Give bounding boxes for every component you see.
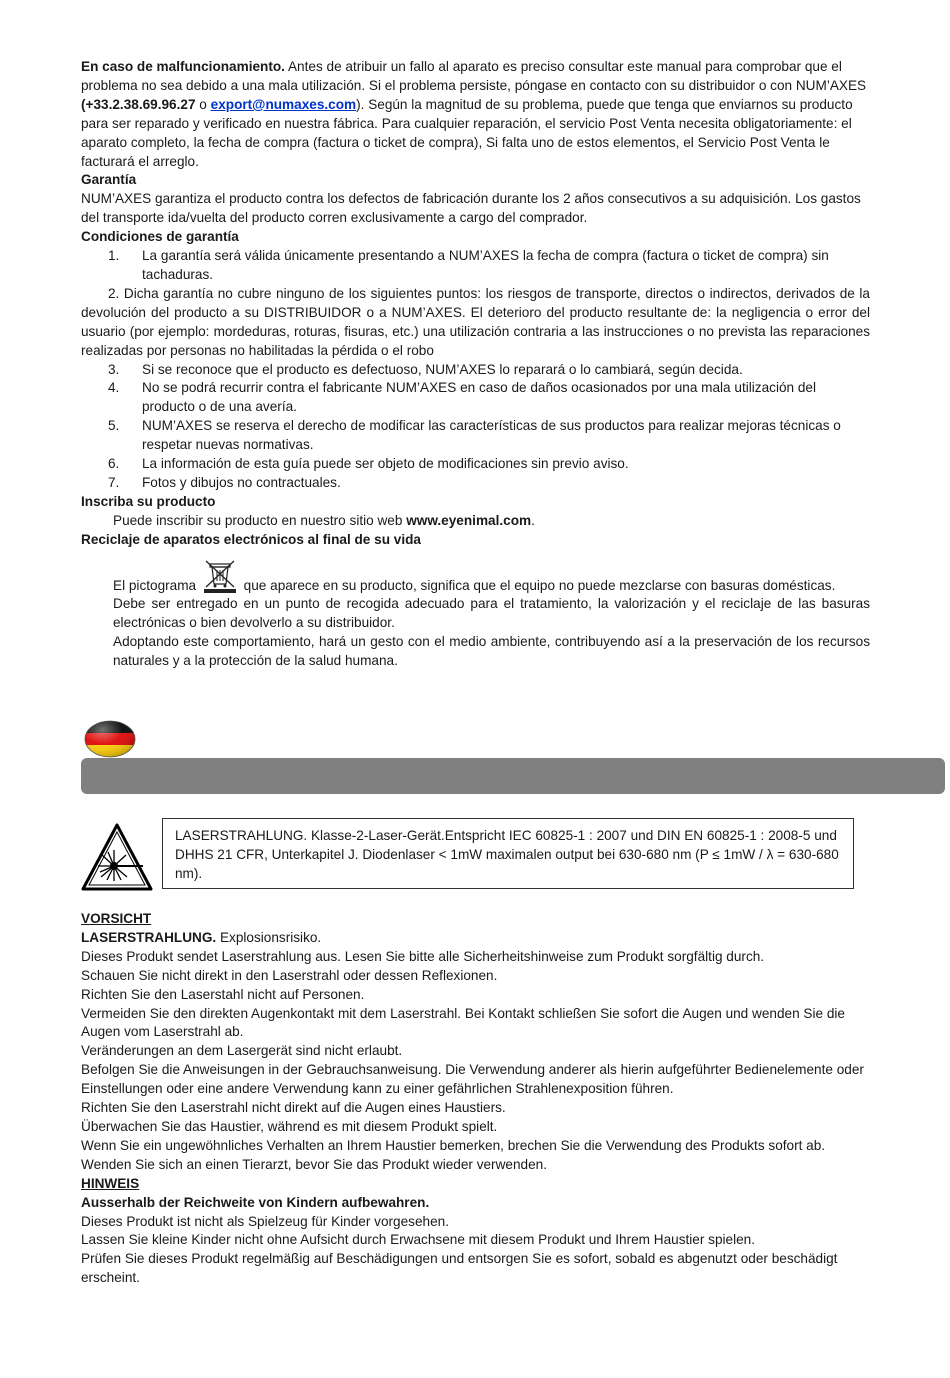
warranty-title: Garantía bbox=[81, 172, 137, 188]
caution-line: Veränderungen an dem Lasergerät sind nicht erlaubt. bbox=[81, 1043, 403, 1059]
malfunction-paragraph bbox=[81, 58, 870, 171]
german-flag-icon bbox=[84, 720, 136, 758]
recycle-paragraph-3: Adoptando este comportamiento, hará un gesto con el medio ambiente, contribuyendo así a la preservación de los recursos naturales y a la protección de la salud humana. bbox=[113, 634, 870, 669]
german-section bbox=[81, 910, 876, 1288]
condition-item-1 bbox=[81, 247, 870, 285]
condition-item-2: 2. Dicha garantía no cubre ninguno de los siguientes puntos: los riesgos de transporte, directos o indirectos, derivados de la devolución del producto a su DISTRIBUIDOR o a NUM’AXES. El deterioro del producto resultante de: la negligencia o error del usuario (por ejemplo: mordeduras, roturas, fisuras, etc.) una utilización contraria a las instrucciones o no prevista las reparaciones realizadas por personas no habilitadas la pérdida o el robo bbox=[81, 285, 870, 358]
caution-line: Wenn Sie ein ungewöhnliches Verhalten an Ihrem Haustier bemerken, brechen Sie die Verwendung des Produkts sofort ab. bbox=[81, 1137, 826, 1153]
condition-item-4 bbox=[81, 379, 870, 417]
register-site-link[interactable]: www.eyenimal.com bbox=[406, 512, 532, 528]
note-line: Lassen Sie kleine Kinder nicht ohne Aufsicht durch Erwachsene mit diesem Produkt und Ihrem Haustier spielen. bbox=[81, 1232, 756, 1248]
condition-text: Si se reconoce que el producto es defectuoso, NUM’AXES lo reparará o lo cambiará, según decida. bbox=[142, 361, 743, 377]
condition-item-5 bbox=[81, 417, 870, 455]
condition-text: Fotos y dibujos no contractuales. bbox=[142, 474, 341, 490]
condition-item-6 bbox=[81, 455, 870, 474]
caution-line: Wenden Sie sich an einen Tierarzt, bevor Sie das Produkt wieder verwenden. bbox=[81, 1156, 547, 1172]
recycle-paragraph-1 bbox=[113, 560, 870, 596]
caution-line: Richten Sie den Laserstrahl nicht direkt auf die Augen eines Haustiers. bbox=[81, 1100, 506, 1116]
malfunction-text-1: Antes de atribuir un fallo al aparato es preciso consultar este manual para comprobar que el problema no sea debido a una mala utilización. Si el problema persiste, póngase en contacto con su distribuidor o con NUM’AXES bbox=[81, 59, 867, 93]
caution-line: Richten Sie den Laserstahl nicht auf Personen. bbox=[81, 986, 365, 1002]
condition-number: 5. bbox=[108, 418, 120, 434]
register-paragraph bbox=[81, 512, 870, 531]
condition-item-3 bbox=[81, 361, 870, 380]
spanish-section bbox=[81, 58, 870, 671]
caution-line: Überwachen Sie das Haustier, während es mit diesem Produkt spielt. bbox=[81, 1118, 498, 1134]
recycle-block bbox=[81, 560, 870, 672]
laser-warning-icon bbox=[81, 822, 153, 892]
email-link[interactable]: export@numaxes.com bbox=[210, 96, 357, 112]
condition-number: 3. bbox=[108, 361, 120, 377]
recycle-title: Reciclaje de aparatos electrónicos al final de su vida bbox=[81, 531, 421, 547]
conditions-title: Condiciones de garantía bbox=[81, 229, 239, 245]
condition-number: 7. bbox=[108, 474, 120, 490]
caution-title: VORSICHT bbox=[81, 911, 152, 926]
recycle-text-1a: El pictograma bbox=[113, 577, 197, 593]
condition-text: La garantía será válida únicamente presentando a NUM’AXES la fecha de compra (factura o ticket de compra) sin tachaduras. bbox=[142, 248, 829, 282]
note-title: HINWEIS bbox=[81, 1175, 140, 1191]
malfunction-text-2: ). Según la magnitud de su problema, puede que tenga que enviarnos su producto para ser reparado y verificado en nuestra fábrica. Para cualquier reparación, el servicio Post Venta necesita obligatoriamente: el aparato completo, la fecha de compra (factura o ticket de compra), Si falta uno de estos elementos, el Servicio Post Venta le facturará el arreglo. bbox=[81, 96, 853, 169]
recycle-paragraph-2: Debe ser entregado en un punto de recogida adecuado para el tratamiento, la valorización y el reciclaje de las basuras electrónicas o bien devolverlo a su distribuidor. bbox=[113, 596, 870, 631]
note-line: Prüfen Sie dieses Produkt regelmäßig auf Beschädigungen und entsorgen Sie es sofort, sobald es abgenutzt oder beschädigt erscheint. bbox=[81, 1251, 838, 1286]
condition-text: La información de esta guía puede ser objeto de modificaciones sin previo aviso. bbox=[142, 456, 629, 472]
note-bold-line: Ausserhalb der Reichweite von Kindern aufbewahren. bbox=[81, 1194, 430, 1210]
laser-classification-box: LASERSTRAHLUNG. Klasse-2-Laser-Gerät.Entspricht IEC 60825-1 : 2007 und DIN EN 60825-1 : 2008-5 und DHHS 21 CFR, Unterkapitel J. Diodenlaser < 1mW maximalen output bei 630-680 nm (P ≤ 1mW / λ = 630-680 nm). bbox=[162, 818, 854, 889]
register-text: Puede inscribir su producto en nuestro sitio web bbox=[113, 512, 407, 528]
or-text: o bbox=[195, 96, 211, 112]
condition-number: 6. bbox=[108, 456, 120, 472]
condition-text: No se podrá recurrir contra el fabricante NUM’AXES en caso de daños ocasionados por una mala utilización del producto o de una avería. bbox=[142, 380, 817, 415]
caution-line: Befolgen Sie die Anweisungen in der Gebrauchsanweisung. Die Verwendung anderer als hierin aufgeführter Bedienelemente oder Einstellungen oder eine andere Verwendung kann zu einer gefährlichen Strahlenexposition führen. bbox=[81, 1062, 864, 1097]
register-title: Inscriba su producto bbox=[81, 493, 216, 509]
laser-title-rest: Explosionsrisiko. bbox=[216, 929, 322, 945]
malfunction-title: En caso de malfuncionamiento. bbox=[81, 59, 285, 74]
crossed-out-bin-icon bbox=[200, 560, 240, 594]
condition-item-7 bbox=[81, 474, 870, 493]
laser-title: LASERSTRAHLUNG. bbox=[81, 929, 217, 945]
caution-line: Dieses Produkt sendet Laserstrahlung aus. Lesen Sie bitte alle Sicherheitshinweise zum Produkt sorgfältig durch. bbox=[81, 948, 765, 964]
phone-number: (+33.2.38.69.96.27 bbox=[81, 96, 196, 112]
caution-line: Schauen Sie nicht direkt in den Laserstrahl oder dessen Reflexionen. bbox=[81, 967, 498, 983]
note-line: Dieses Produkt ist nicht als Spielzeug für Kinder vorgesehen. bbox=[81, 1213, 449, 1229]
caution-line: Vermeiden Sie den direkten Augenkontakt mit dem Laserstrahl. Bei Kontakt schließen Sie sofort die Augen und wenden Sie die Augen vom Laserstrahl ab. bbox=[81, 1005, 845, 1040]
condition-number: 4. bbox=[108, 380, 120, 396]
warranty-text: NUM’AXES garantiza el producto contra los defectos de fabricación durante los 2 años consecutivos a su adquisición. Los gastos del transporte ida/vuelta del producto corren exclusivamente a cargo del comprador. bbox=[81, 191, 861, 226]
laser-warning-line bbox=[81, 929, 876, 948]
condition-number: 1. bbox=[108, 248, 120, 264]
condition-text: NUM’AXES se reserva el derecho de modificar las características de sus productos para realizar mejoras técnicas o respetar nuevas normativas. bbox=[142, 418, 841, 453]
recycle-text-1b: que aparece en su producto, significa que el equipo no puede mezclarse con basuras domésticas. bbox=[243, 577, 836, 593]
register-end: . bbox=[531, 512, 535, 528]
section-header-bar bbox=[81, 758, 945, 794]
